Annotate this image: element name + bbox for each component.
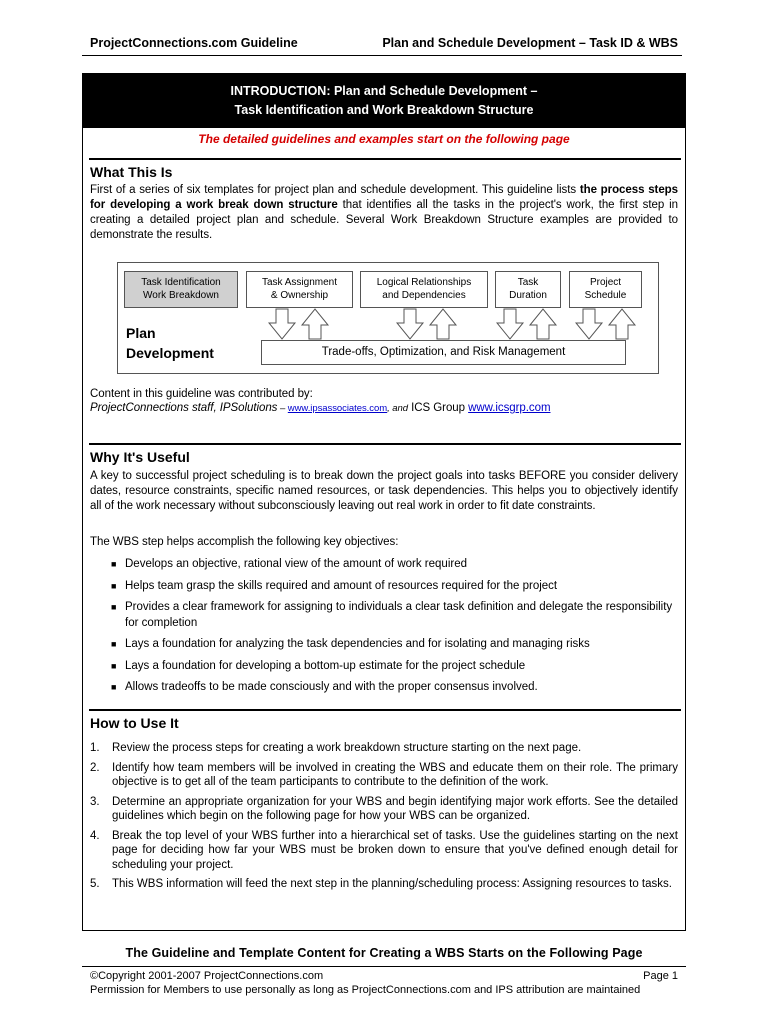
process-diagram <box>117 262 659 374</box>
double-arrow-icon <box>496 308 558 340</box>
bullet-icon: ■ <box>111 682 117 692</box>
bullet-text: Lays a foundation for developing a bottom-up estimate for the project schedule <box>125 659 526 672</box>
plan-development-label <box>126 323 214 363</box>
list-item <box>90 741 678 756</box>
box-line: and Dependencies <box>382 290 466 301</box>
icsgrp-link[interactable]: www.icsgrp.com <box>468 402 551 414</box>
bottom-banner: The Guideline and Template Content for Creating a WBS Starts on the Following Page <box>125 946 643 960</box>
bold-text-run: the process steps for developing a work break down structure <box>90 184 678 211</box>
bullet-text: Helps team grasp the skills required and amount of resources required for the project <box>125 579 558 592</box>
list-item <box>90 877 678 892</box>
content-frame <box>82 73 686 931</box>
contrib-line <box>90 401 678 416</box>
steps-list <box>90 741 678 897</box>
bullet-text: Lays a foundation for analyzing the task dependencies and for isolating and managing risks <box>125 638 590 650</box>
item-number: 3. <box>90 795 100 808</box>
item-text: Identify how team members will be involved in creating the WBS and educate them on their role. The primary objective is to get all of the team participants to contribute to the definition of the work. <box>112 761 678 788</box>
page-number: Page 1 <box>643 970 678 982</box>
item-number: 5. <box>90 878 100 890</box>
bullet-icon: ■ <box>111 580 117 591</box>
how-to-use-title: How to Use It <box>90 715 179 731</box>
copyright: ©Copyright 2001-2007 ProjectConnections.com <box>90 970 324 982</box>
box-line: Schedule <box>584 290 627 301</box>
section-rule <box>89 709 681 711</box>
contributors <box>90 387 678 416</box>
box-line: & Ownership <box>270 290 329 301</box>
double-arrow-icon <box>575 308 637 340</box>
section-rule <box>89 443 681 445</box>
bullet-icon: ■ <box>111 660 117 671</box>
text-run: that identifies all the tasks in the project's work, the first step in creating a detailed project plan and schedule. Several Work Breakdown Structure examples are provided to demonstrate the results. <box>90 199 678 241</box>
contrib-dash: – <box>277 403 288 414</box>
bullet-text: Allows tradeoffs to be made consciously and with the proper consensus involved. <box>125 681 538 693</box>
item-text: This WBS information will feed the next step in the planning/scheduling process: Assigning resources to tasks. <box>112 878 672 890</box>
footer-rule <box>82 966 686 967</box>
why-useful-title: Why It's Useful <box>90 449 190 465</box>
box-line: Task <box>517 277 539 288</box>
tradeoff-box: Trade-offs, Optimization, and Risk Management <box>261 340 626 365</box>
item-number: 2. <box>90 761 100 774</box>
box-line: Logical Relationships <box>376 277 472 288</box>
why-paragraph-1: A key to successful project scheduling is to break down the project goals into tasks BEFORE you consider delivery dates, resource constraints, specific named resources, or task dependencies. This helps you to objectively identify all of the work necessary without subconsciously leaving out real work in order to fit date constraints. <box>90 470 678 512</box>
label-line: Plan <box>126 325 156 341</box>
diagram-box-task-assignment <box>246 271 353 308</box>
list-item <box>111 659 681 675</box>
diagram-box-task-duration <box>495 271 561 308</box>
list-item <box>111 680 681 696</box>
subtitle: The detailed guidelines and examples start on the following page <box>198 132 570 146</box>
header-rule <box>82 55 682 56</box>
diagram-box-logical-relationships <box>360 271 488 308</box>
section-rule <box>89 158 681 160</box>
bullet-icon: ■ <box>111 639 117 649</box>
item-text: Review the process steps for creating a work breakdown structure starting on the next page. <box>112 742 582 754</box>
box-line: Task Identification <box>141 277 221 288</box>
item-text: Determine an appropriate organization for your WBS and begin identifying major work efforts. See the detailed guidelines which begin on the following page for how your WBS can be organized. <box>112 795 678 822</box>
running-header <box>90 36 678 54</box>
what-this-is-title: What This Is <box>90 164 173 180</box>
list-item <box>111 579 681 595</box>
list-item <box>111 600 681 631</box>
contrib-ics: ICS Group <box>407 402 469 414</box>
bullet-text: Develops an objective, rational view of the amount of work required <box>125 558 467 570</box>
bullet-icon: ■ <box>111 602 117 612</box>
banner-line-1: INTRODUCTION: Plan and Schedule Development – <box>230 84 538 98</box>
label-line: Development <box>126 345 214 361</box>
contrib-staff: ProjectConnections staff, IPSolutions <box>90 402 278 414</box>
box-line: Task Assignment <box>261 277 338 288</box>
box-line: Project <box>589 277 622 288</box>
double-arrow-icon <box>268 308 330 340</box>
double-arrow-icon <box>396 308 458 340</box>
box-line: Duration <box>509 290 547 301</box>
item-number: 1. <box>90 742 100 754</box>
box-line: Work Breakdown <box>143 290 219 301</box>
banner-line-2: Task Identification and Work Breakdown Structure <box>234 103 534 117</box>
header-left: ProjectConnections.com Guideline <box>90 36 298 50</box>
diagram-box-task-identification <box>124 271 238 308</box>
permission-notice: Permission for Members to use personally as long as ProjectConnections.com and IPS attribution are maintained <box>90 984 641 996</box>
objectives-list <box>111 557 681 702</box>
list-item <box>111 557 681 573</box>
list-item <box>90 761 678 790</box>
ipsassociates-link[interactable]: www.ipsassociates.com <box>287 403 388 414</box>
list-item <box>111 637 681 653</box>
contrib-and: , and <box>387 403 408 414</box>
list-item <box>90 829 678 873</box>
what-this-is-paragraph <box>90 183 678 243</box>
text-run: First of a series of six templates for project plan and schedule development. This guideline lists <box>90 184 580 196</box>
header-right: Plan and Schedule Development – Task ID & WBS <box>382 36 678 50</box>
footer <box>90 969 680 997</box>
bullet-text: Provides a clear framework for assigning to individuals a clear task definition and delegate the responsibility for completion <box>125 601 673 629</box>
item-text: Break the top level of your WBS further into a hierarchical set of tasks. Use the guidelines starting on the next page for deciding how far your WBS must be broken down to ensure that you've defined enough detail for scheduling your project. <box>112 829 678 871</box>
diagram-box-project-schedule <box>569 271 642 308</box>
bullet-icon: ■ <box>111 559 117 569</box>
list-item <box>90 795 678 824</box>
intro-banner <box>83 74 685 128</box>
contrib-intro: Content in this guideline was contributed by: <box>90 388 313 400</box>
why-paragraph-2: The WBS step helps accomplish the following key objectives: <box>90 536 399 548</box>
item-number: 4. <box>90 829 100 842</box>
